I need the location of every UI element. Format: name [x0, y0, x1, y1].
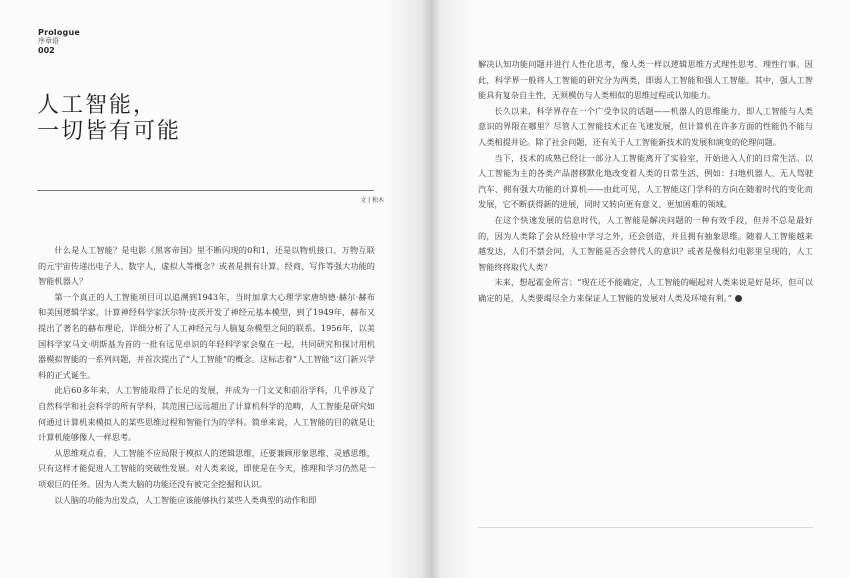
closing-paragraph-text: 未来，想起霍金所言：“现在还不能确定，人工智能的崛起对人类来说是好是坏，但可以确定的是，人类要竭尽全力来保证人工智能的发展对人类及环境有利。”: [478, 277, 813, 303]
paragraph: 长久以来，科学界存在一个广受争议的话题——机器人的思维能力，即人工智能与人类意识的界限在哪里？尽管人工智能技术正在飞速发展，但计算机在许多方面的性能仍不能与人类相提并论。除了社会问题，还有关于人工智能新技术的发展和演变的伦理问题。: [478, 105, 813, 147]
chapter-title: [37, 93, 181, 145]
closing-paragraph: [478, 275, 813, 306]
paragraph: 以人脑的功能为出发点，人工智能应该能够执行某些人类典型的动作和即: [54, 494, 317, 505]
left-body-text: [38, 243, 375, 508]
paragraph: 在这个快速发展的信息时代，人工智能是解决问题的一种有效手段，但并不总是最好的，因为人类除了会从经验中学习之外，还会创造，并且拥有抽象思维。随着人工智能越来越发达，人们不禁会问，人工智能是否会替代人的意识？或者是像科幻电影里呈现的，人工智能终将取代人类？: [478, 214, 813, 272]
end-mark-icon: [735, 295, 742, 302]
right-body-text: [478, 57, 813, 307]
author-byline: 文 | 独木: [360, 197, 384, 204]
chapter-header: [38, 28, 80, 56]
section-label-chinese: 序章语: [38, 37, 59, 45]
chapter-title-line-2: 一切皆有可能: [37, 119, 182, 144]
paragraph: 第一个真正的人工智能项目可以追溯到1943年，当时加拿大心理学家唐纳德·赫尔·赫布和美国逻辑学家、计算神经科学家沃尔特·皮茨开发了神经元基本模型，到了1949年，赫布又提出了著名的赫布理论，详细分析了人工神经元与人脑复杂模型之间的联系。1956年，以美国科学家马文·明斯基为首的一批有远见卓识的年轻科学家会聚在一起，共同研究和探讨用机器模拟智能的一系列问题，并首次提出了“人工智能”的概念。这标志着“人工智能”这门新兴学科的正式诞生。: [38, 291, 375, 380]
paragraph: 从思维观点看，人工智能不应局限于模拟人的逻辑思维，还要兼顾形象思维、灵感思维，只有这样才能促进人工智能的突破性发展。对人类来说，即使是在今天，推理和学习仍然是一项艰巨的任务。因为人类大脑的功能还没有被完全挖掘和认识。: [38, 447, 375, 489]
page-number: 002: [38, 46, 55, 55]
paragraph: 此后60多年来，人工智能取得了长足的发展，并成为一门文叉和前沿学科，几乎涉及了自然科学和社会科学的所有学科，其范围已远远超出了计算机科学的范畴，人工智能是研究如何通过计算机来模拟人的某些思维过程和智能行为的学科。简单来说，人工智能的目的就是让计算机能够像人一样思考。: [38, 385, 375, 443]
paragraph: 当下，技术的成熟已经让一部分人工智能离开了实验室，开始进入人们的日常生活。以人工智能为主的各类产品潜移默化地改变着人类的日常生活，例如：扫地机器人、无人驾驶汽车、拥有强大功能的计算机——由此可见，人工智能这门学科的方向在随着时代的变化而发展，它不断获得新的进展，同时又转向更有意义、更加困难的领域。: [478, 152, 813, 210]
paragraph: 什么是人工智能？是电影《黑客帝国》里不断闪现的0和1，还是以物机接口、万物互联的元宇宙传递出电子人、数字人，虚拟人等概念？或者是拥有计算、经商、写作等强大功能的智能机器人？: [38, 245, 375, 287]
chapter-title-line-1: 人工智能，: [37, 93, 158, 118]
section-label-english: Prologue: [38, 28, 80, 37]
title-divider: [37, 190, 374, 191]
paragraph: 解决认知功能问题并进行人性化思考，像人类一样以逻辑思维方式理性思考、理性行事。因此，科学界一般将人工智能的研究分为两类，即弱人工智能和强人工智能。其中，强人工智能具有复杂自主性，无须模仿与人类相似的思维过程或认知能力。: [478, 59, 813, 101]
right-page-footer-rule: [478, 527, 813, 528]
